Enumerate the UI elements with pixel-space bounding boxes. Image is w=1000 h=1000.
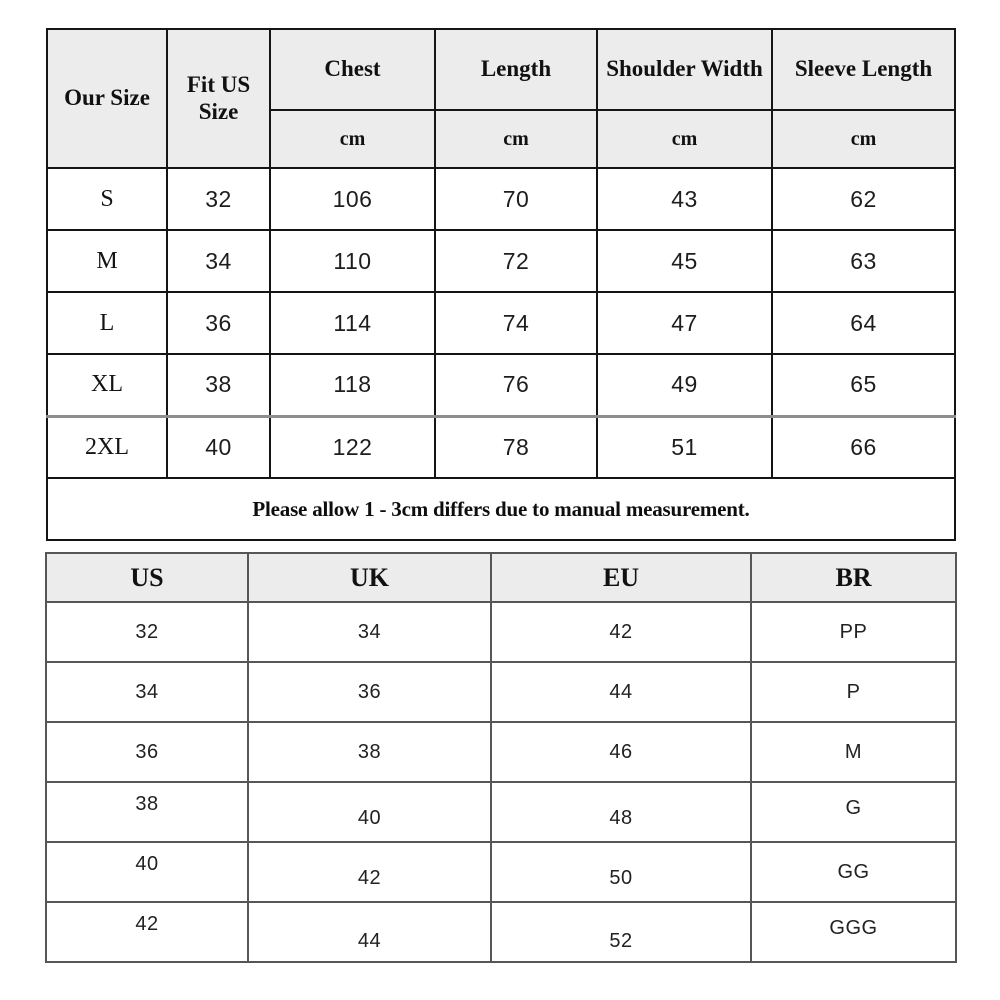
conversion-cell	[46, 902, 248, 962]
size-cell: 43	[597, 168, 772, 230]
conversion-cell	[46, 842, 248, 902]
conversion-value: 38	[357, 740, 382, 763]
conversion-cell	[751, 722, 956, 782]
conversion-value: M	[844, 740, 863, 763]
size-cell: 74	[435, 292, 597, 354]
conversion-value: 36	[135, 740, 159, 763]
conversion-value: 32	[135, 620, 159, 643]
size-cell: 63	[772, 230, 955, 292]
conversion-cell	[751, 782, 956, 842]
conversion-cell	[491, 662, 751, 722]
conversion-value: 50	[609, 866, 633, 889]
size-conversion-table	[45, 552, 957, 963]
table-row	[46, 902, 956, 962]
conversion-value: 52	[609, 929, 633, 952]
conversion-value: 44	[357, 929, 382, 952]
table-row	[46, 782, 956, 842]
column-header-shoulder-width: Shoulder Width	[597, 29, 772, 110]
size-cell: XL	[47, 354, 167, 416]
size-cell: S	[47, 168, 167, 230]
size-cell: 65	[772, 354, 955, 416]
conversion-value: P	[846, 680, 861, 703]
size-cell: 2XL	[47, 416, 167, 478]
conversion-cell	[751, 902, 956, 962]
conversion-value: 42	[135, 912, 159, 935]
conversion-cell	[248, 842, 491, 902]
conversion-cell	[46, 782, 248, 842]
conversion-cell	[491, 842, 751, 902]
conversion-cell	[46, 602, 248, 662]
table-row	[46, 602, 956, 662]
conversion-cell	[491, 902, 751, 962]
conversion-value: GG	[837, 860, 870, 883]
column-header-uk: UK	[248, 553, 491, 602]
conversion-value: GGG	[829, 916, 878, 939]
conversion-cell	[751, 602, 956, 662]
conversion-cell	[491, 722, 751, 782]
size-cell: 118	[270, 354, 435, 416]
conversion-cell	[751, 662, 956, 722]
size-cell: 70	[435, 168, 597, 230]
size-table-header-row	[47, 29, 955, 110]
conversion-value: 40	[357, 806, 382, 829]
conversion-value: 42	[357, 866, 382, 889]
unit-label-length: cm	[435, 110, 597, 168]
conversion-cell	[248, 602, 491, 662]
size-cell: 47	[597, 292, 772, 354]
column-header-eu: EU	[491, 553, 751, 602]
size-cell: 38	[167, 354, 270, 416]
column-header-chest: Chest	[270, 29, 435, 110]
conversion-cell	[248, 722, 491, 782]
measurement-note-row	[47, 478, 955, 540]
size-cell: 114	[270, 292, 435, 354]
conversion-value: 40	[135, 852, 159, 875]
size-cell: 45	[597, 230, 772, 292]
column-header-fit-us-size: Fit US Size	[167, 29, 270, 168]
conversion-value: 46	[609, 740, 633, 763]
size-cell: 40	[167, 416, 270, 478]
table-row-s	[47, 168, 955, 230]
conversion-value: 34	[135, 680, 159, 703]
size-cell: 78	[435, 416, 597, 478]
size-cell: 32	[167, 168, 270, 230]
conversion-header-row	[46, 553, 956, 602]
conversion-value: 42	[609, 620, 633, 643]
size-cell: L	[47, 292, 167, 354]
unit-label-chest: cm	[270, 110, 435, 168]
size-cell: 110	[270, 230, 435, 292]
size-cell: 62	[772, 168, 955, 230]
table-row	[46, 662, 956, 722]
table-row-m	[47, 230, 955, 292]
unit-label-shoulder-width: cm	[597, 110, 772, 168]
column-header-our-size: Our Size	[47, 29, 167, 168]
size-cell: 49	[597, 354, 772, 416]
conversion-value: 44	[609, 680, 633, 703]
conversion-cell	[248, 902, 491, 962]
conversion-value: G	[845, 796, 862, 819]
column-header-sleeve-length: Sleeve Length	[772, 29, 955, 110]
column-header-length: Length	[435, 29, 597, 110]
column-header-br: BR	[751, 553, 956, 602]
conversion-cell	[248, 782, 491, 842]
size-cell: 34	[167, 230, 270, 292]
conversion-value: 38	[135, 792, 159, 815]
conversion-value: 34	[357, 620, 382, 643]
conversion-value: 48	[609, 806, 633, 829]
size-cell: 64	[772, 292, 955, 354]
size-cell: M	[47, 230, 167, 292]
conversion-value: PP	[839, 620, 868, 643]
size-cell: 66	[772, 416, 955, 478]
conversion-cell	[46, 662, 248, 722]
conversion-cell	[491, 782, 751, 842]
conversion-cell	[491, 602, 751, 662]
table-row-xl	[47, 354, 955, 416]
unit-label-sleeve-length: cm	[772, 110, 955, 168]
conversion-cell	[248, 662, 491, 722]
measurement-note: Please allow 1 - 3cm differs due to manual measurement.	[47, 478, 955, 540]
conversion-value: 36	[357, 680, 382, 703]
column-header-us: US	[46, 553, 248, 602]
table-row	[46, 722, 956, 782]
size-cell: 51	[597, 416, 772, 478]
table-row	[46, 842, 956, 902]
conversion-cell	[46, 722, 248, 782]
table-row-l	[47, 292, 955, 354]
table-row-2xl	[47, 416, 955, 478]
size-cell: 106	[270, 168, 435, 230]
size-cell: 36	[167, 292, 270, 354]
garment-size-table	[46, 28, 956, 541]
size-cell: 122	[270, 416, 435, 478]
size-cell: 72	[435, 230, 597, 292]
conversion-cell	[751, 842, 956, 902]
size-cell: 76	[435, 354, 597, 416]
